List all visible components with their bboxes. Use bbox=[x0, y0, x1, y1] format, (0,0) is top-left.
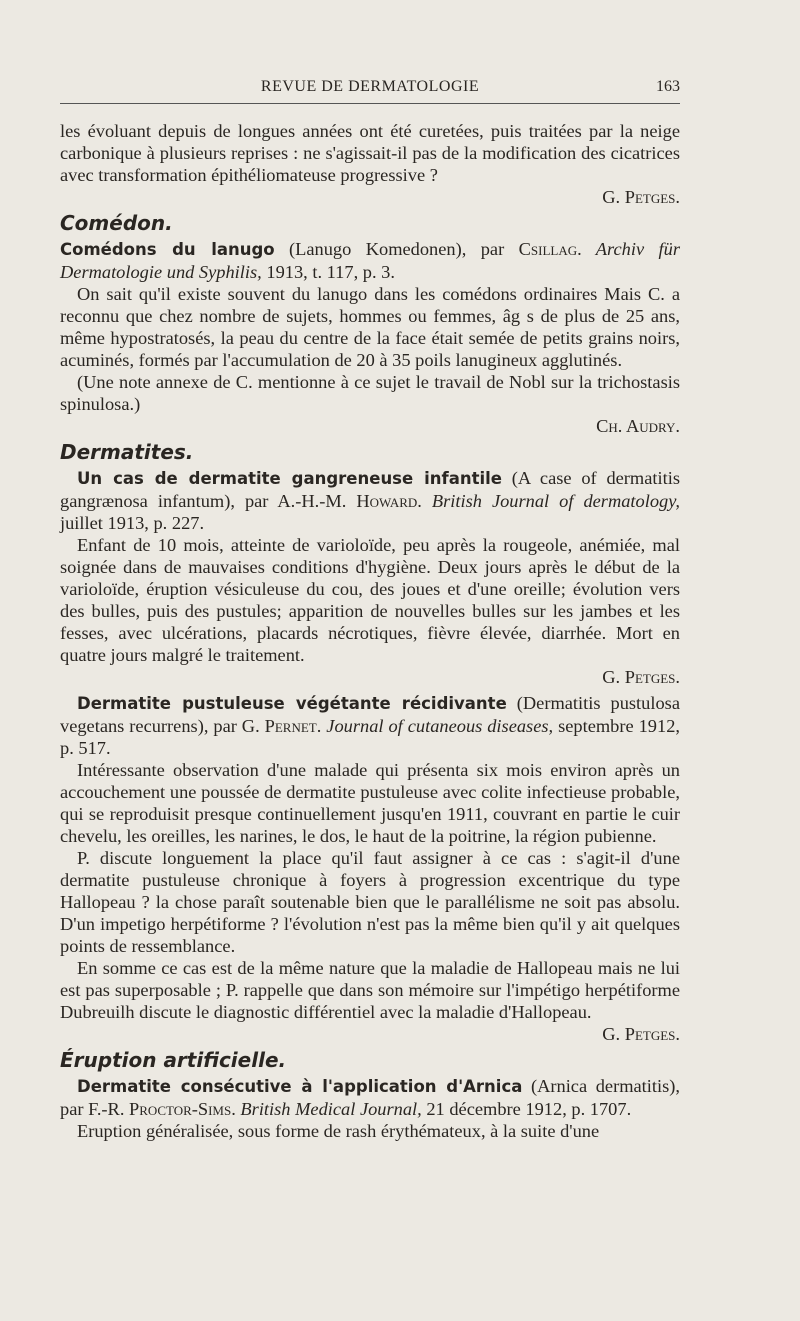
author-name: Csillag. bbox=[518, 239, 582, 259]
article-reference bbox=[60, 692, 680, 759]
author-name: Proctor-Sims. bbox=[129, 1099, 236, 1119]
paragraph: Enfant de 10 mois, atteinte de varioloïde, peu après la rougeole, anémiée, mal soignée dans de mauvaises conditions d'hygiène. Deux jours après le début de la varioloïde, éruption vésiculeuse du cou, des joues et d'une oreille; évolution vers des bulles, puis des pustules; apparition de nouvelles bulles sur les jambes et les fesses, avec ulcérations, placards nécrotiques, fièvre élevée, diarrhée. Mort en quatre jours malgré le traitement. bbox=[60, 535, 680, 665]
section-heading-comedon: Comédon. bbox=[60, 211, 173, 235]
reference-details: 1913, t. 117, p. 3. bbox=[261, 262, 395, 282]
signature: G. Petges. bbox=[602, 187, 680, 207]
article-title: Un cas de dermatite gangreneuse infantile bbox=[77, 469, 502, 488]
author-name: Pernet. bbox=[264, 716, 322, 736]
signature: G. Petges. bbox=[602, 1024, 680, 1044]
paragraph: Intéressante observation d'une malade qui présenta six mois environ après un accouchement une poussée de dermatite pustuleuse avec colite infectieuse probable, qui se reproduisit presque continuellement jusqu'en 1911, couvrant en partie le cuir chevelu, les oreilles, les narines, le dos, le haut de la poitrine, la région pubienne. bbox=[60, 760, 680, 846]
header-rule bbox=[60, 103, 680, 104]
article-reference bbox=[60, 238, 680, 283]
reference-details: septembre 1912, p. 517. bbox=[60, 716, 680, 758]
signature: G. Petges. bbox=[602, 667, 680, 687]
signature: Ch. Audry. bbox=[596, 416, 680, 436]
paragraph: On sait qu'il existe souvent du lanugo dans les comédons ordinaires Mais C. a reconnu que chez nombre de sujets, hommes ou femmes, âg s de plus de 25 ans, même hypostratosés, la peau du centre de la face était semée de petits grains noirs, acuminés, formés par l'accumulation de 20 à 35 poils lanugineux agglutinés. bbox=[60, 284, 680, 370]
paragraph: P. discute longuement la place qu'il faut assigner à ce cas : s'agit-il d'une dermatite pustuleuse chronique à foyers à progression excentrique du type Hallopeau ? la chose paraît soutenable bien que le parallélisme ne soit pas absolu. D'un impetigo herpétiforme ? l'évolution n'est pas la même bien qu'il y ait quelques points de ressemblance. bbox=[60, 848, 680, 956]
page-header bbox=[60, 78, 680, 102]
journal-name: Archiv für Dermatologie und Syphilis, bbox=[60, 239, 680, 282]
paragraph: En somme ce cas est de la même nature que la maladie de Hallopeau mais ne lui est pas superposable ; P. rappelle que dans son mémoire sur l'impétigo herpétiforme Dubreuilh discute le diagnostic différentiel avec la maladie d'Hallopeau. bbox=[60, 958, 680, 1022]
reference-details: 21 décembre 1912, p. 1707. bbox=[421, 1099, 632, 1119]
article-title: Dermatite pustuleuse végétante récidivante bbox=[77, 694, 507, 713]
paragraph: (Une note annexe de C. mentionne à ce sujet le travail de Nobl sur la trichostasis spinulosa.) bbox=[60, 372, 680, 414]
reference-text: (Lanugo Komedonen), par bbox=[274, 239, 519, 259]
reference-text: (Dermatitis pustulosa vegetans recurrens), par G. bbox=[60, 693, 680, 736]
reference-text: (A case of dermatitis gangrænosa infantum), par A.-H.-M. bbox=[60, 468, 680, 511]
section-heading-dermatites: Dermatites. bbox=[60, 440, 194, 464]
section-heading-eruption: Éruption artificielle. bbox=[60, 1048, 287, 1072]
article-body bbox=[60, 120, 680, 1142]
running-title: REVUE DE DERMATOLOGIE bbox=[260, 78, 480, 95]
article-title: Dermatite consécutive à l'application d'Arnica bbox=[77, 1077, 523, 1096]
author-name: Howard. bbox=[356, 491, 422, 511]
journal-name: British Journal of dermatology, bbox=[421, 491, 680, 511]
journal-name: Journal of cutaneous diseases, bbox=[321, 716, 554, 736]
article-reference bbox=[60, 1075, 680, 1120]
article-reference bbox=[60, 467, 680, 534]
journal-name: British Medical Journal, bbox=[235, 1099, 422, 1119]
intro-paragraph: les évoluant depuis de longues années ont été curetées, puis traitées par la neige carbonique à plusieurs reprises : ne s'agissait-il pas de la modification des cicatrices avec transformation épithéliomateuse progressive ? bbox=[60, 121, 680, 185]
article-title: Comédons du lanugo bbox=[60, 240, 275, 259]
reference-details: juillet 1913, p. 227. bbox=[60, 513, 205, 533]
paragraph: Eruption généralisée, sous forme de rash érythémateux, à la suite d'une bbox=[77, 1121, 600, 1141]
page-number: 163 bbox=[656, 78, 680, 95]
reference-text: (Arnica dermatitis), par F.-R. bbox=[60, 1076, 680, 1119]
